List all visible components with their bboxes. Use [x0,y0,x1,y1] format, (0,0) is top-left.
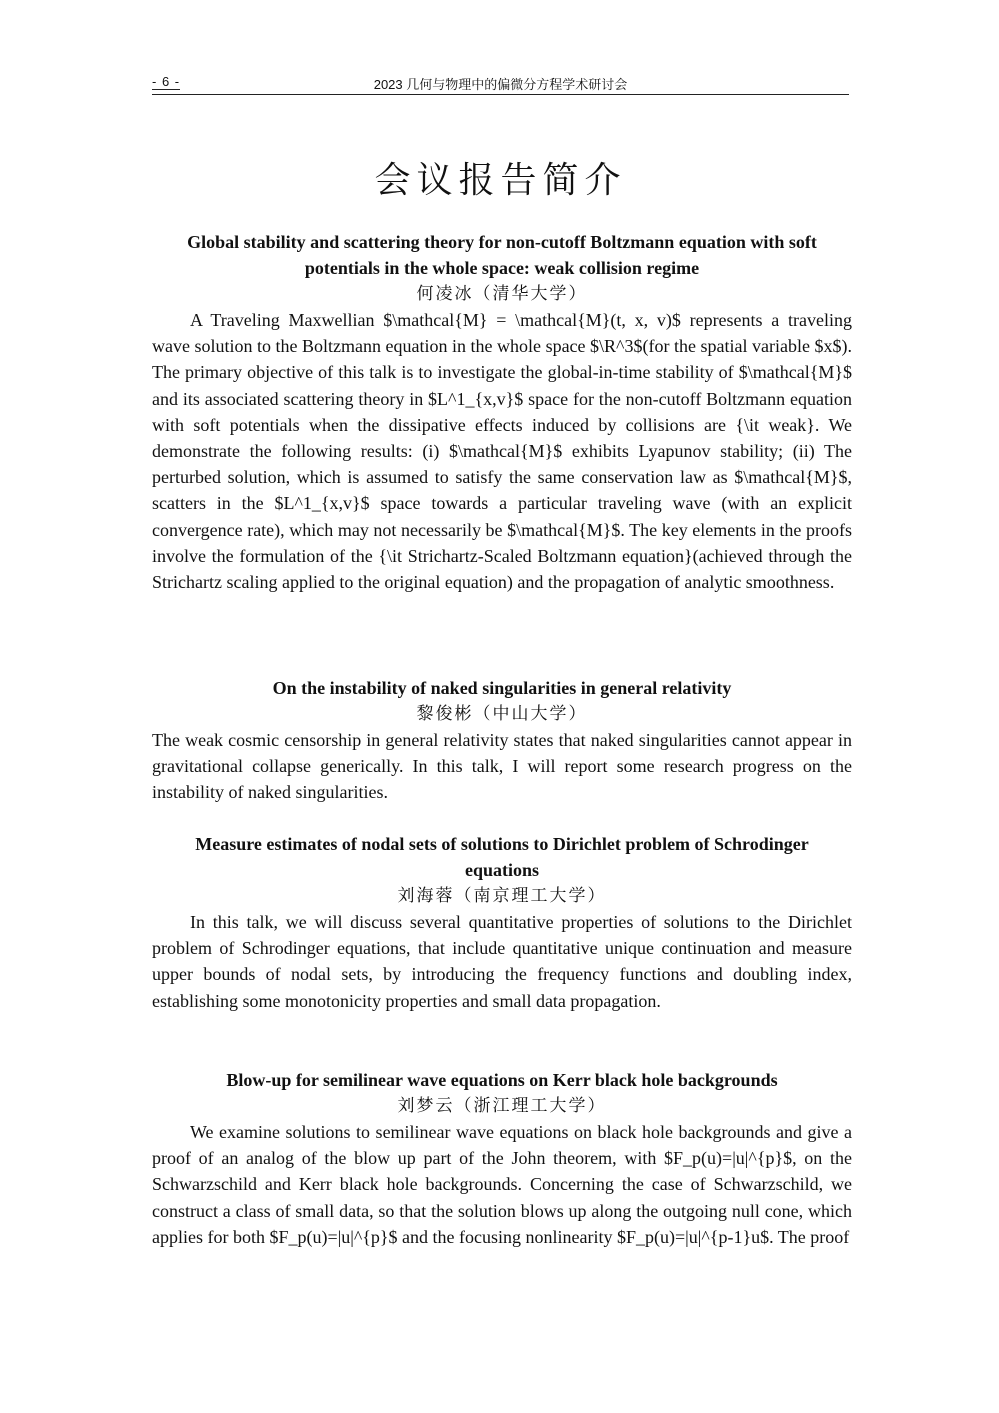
talk-title: Blow-up for semilinear wave equations on Kerr black hole backgrounds [226,1070,778,1090]
talk-abstract [152,675,852,806]
talk-abstract [152,229,852,595]
talk-speaker: 黎俊彬（中山大学） [416,704,588,724]
talk-title: On the instability of naked singularities in general relativity [272,678,732,698]
page-number: - 6 - [152,74,181,89]
abstract-text: The weak cosmic censorship in general relativity states that naked singularities cannot appear in gravitational collapse generically. In this talk, I will report some research progress on the instability of naked singularities. [152,730,852,803]
abstract-text: A Traveling Maxwellian $\mathcal{M} = \mathcal{M}(t, x, v)$ represents a traveling wave solution to the Boltzmann equation in the whole space $\R^3$(for the spatial variable $x$). The primary objective of this talk is to investigate the global-in-time stability of $\mathcal{M}$ and its associated scattering theory in $L^1_{x,v}$ space for the non-cutoff Boltzmann equation with soft potentials when the dissipative effects induced by collisions are {\it weak}. We demonstrate the following results: (i) $\mathcal{M}$ exhibits Lyapunov stability; (ii) The perturbed solution, which is assumed to satisfy the same conservation law as $\mathcal{M}$, scatters in the $L^1_{x,v}$ space towards a particular traveling wave (with an explicit convergence rate), which may not necessarily be $\mathcal{M}$. The key elements in the proofs involve the formulation of the {\it Strichartz-Scaled Boltzmann equation}(achieved through the Strichartz scaling applied to the original equation) and the propagation of analytic smoothness. [152,310,852,593]
abstract-text: We examine solutions to semilinear wave equations on black hole backgrounds and give a proof of an analog of the blow up part of the John theorem, with $F_p(u)=|u|^{p}$, on the Schwarzschild and Kerr black hole backgrounds. Concerning the case of Schwarzschild, we construct a class of small data, so that the solution blows up along the outgoing null cone, which applies for both $F_p(u)=|u|^{p}$ and the focusing nonlinearity $F_p(u)=|u|^{p-1}u$. The proof [152,1122,852,1247]
talk-speaker: 何凌冰（清华大学） [416,284,588,304]
conference-title: 2023 几何与物理中的偏微分方程学术研讨会 [373,77,628,92]
page-header [152,70,849,95]
talk-speaker: 刘海蓉（南京理工大学） [397,886,607,906]
talk-abstract [152,831,852,1014]
section-title: 会议报告简介 [374,160,627,201]
talk-title: Global stability and scattering theory for non-cutoff Boltzmann equation with soft potentials in the whole space: weak collision regime [187,232,817,278]
talk-abstract [152,1067,852,1250]
talk-speaker: 刘梦云（浙江理工大学） [397,1096,607,1116]
talk-title: Measure estimates of nodal sets of solutions to Dirichlet problem of Schrodinger equations [195,834,809,880]
abstract-text: In this talk, we will discuss several quantitative properties of solutions to the Dirichlet problem of Schrodinger equations, that include quantitative unique continuation and measure upper bounds of nodal sets, by introducing the frequency functions and doubling index, establishing some monotonicity properties and small data propagation. [152,912,852,1011]
